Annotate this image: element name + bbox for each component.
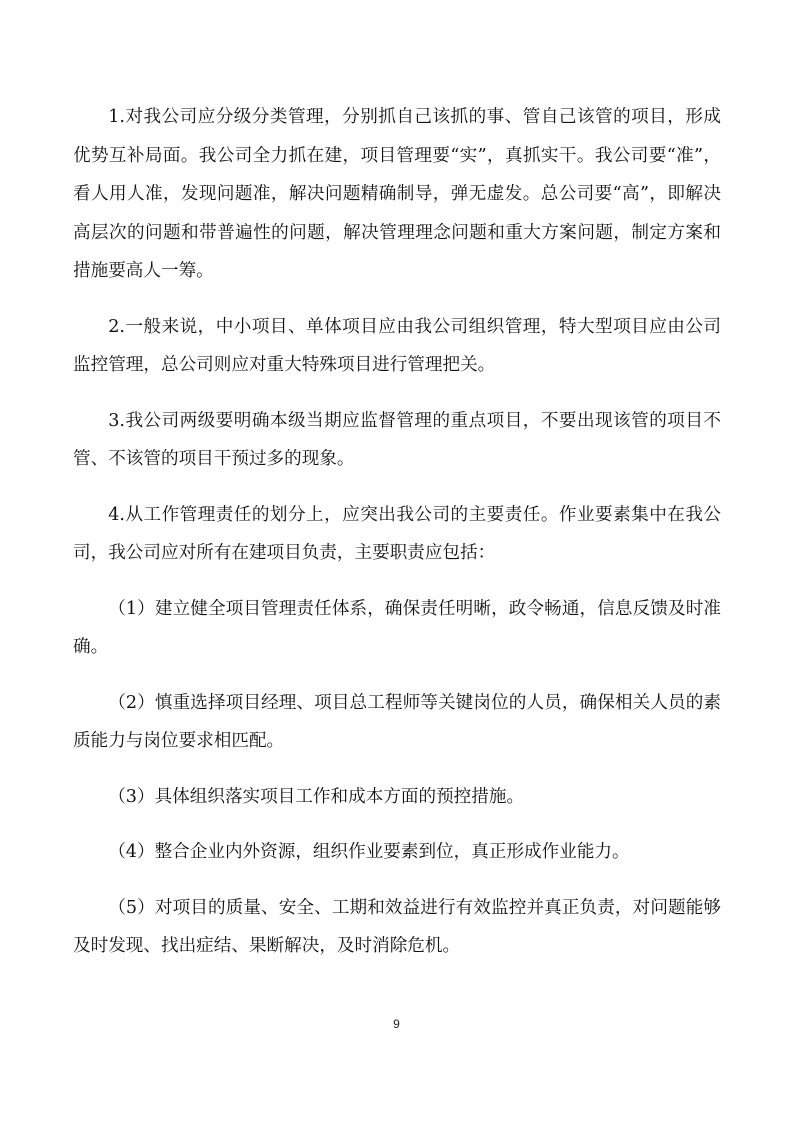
paragraph-1: 1.对我公司应分级分类管理，分别抓自己该抓的事、管自己该管的项目，形成优势互补局面。我公司全力抓在建，项目管理要“实”，真抓实干。我公司要“准”，看人用人准，发现问题准，解决问题精确制导，弹无虚发。总公司要“高”，即解决高层次的问题和带普遍性的问题，解决管理理念问题和重大方案问题，制定方案和措施要高人一筹。 [73,107,721,281]
paragraph-2: 2.一般来说，中小项目、单体项目应由我公司组织管理，特大型项目应由公司监控管理，总公司则应对重大特殊项目进行管理把关。 [73,316,721,375]
list-item-5: （5）对项目的质量、安全、工期和效益进行有效监控并真正负责，对问题能够及时发现、找出症结、果断解决，及时消除危机。 [73,897,721,956]
page-number: 9 [393,1017,400,1031]
list-item-2: （2）慎重选择项目经理、项目总工程师等关键岗位的人员，确保相关人员的素质能力与岗位要求相匹配。 [73,692,721,751]
list-item-3: （3）具体组织落实项目工作和成本方面的预控措施。 [108,786,525,807]
document-page [73,98,721,983]
list-item-4: （4）整合企业内外资源，组织作业要素到位，真正形成作业能力。 [108,842,630,862]
paragraph-4: 4.从工作管理责任的划分上，应突出我公司的主要责任。作业要素集中在我公司，我公司应对所有在建项目负责，主要职责应包括： [73,504,721,563]
paragraph-3: 3.我公司两级要明确本级当期应监督管理的重点项目，不要出现该管的项目不管、不该管的项目干预过多的现象。 [73,410,721,469]
list-item-1: （1）建立健全项目管理责任体系，确保责任明晰，政令畅通，信息反馈及时准确。 [73,598,721,657]
